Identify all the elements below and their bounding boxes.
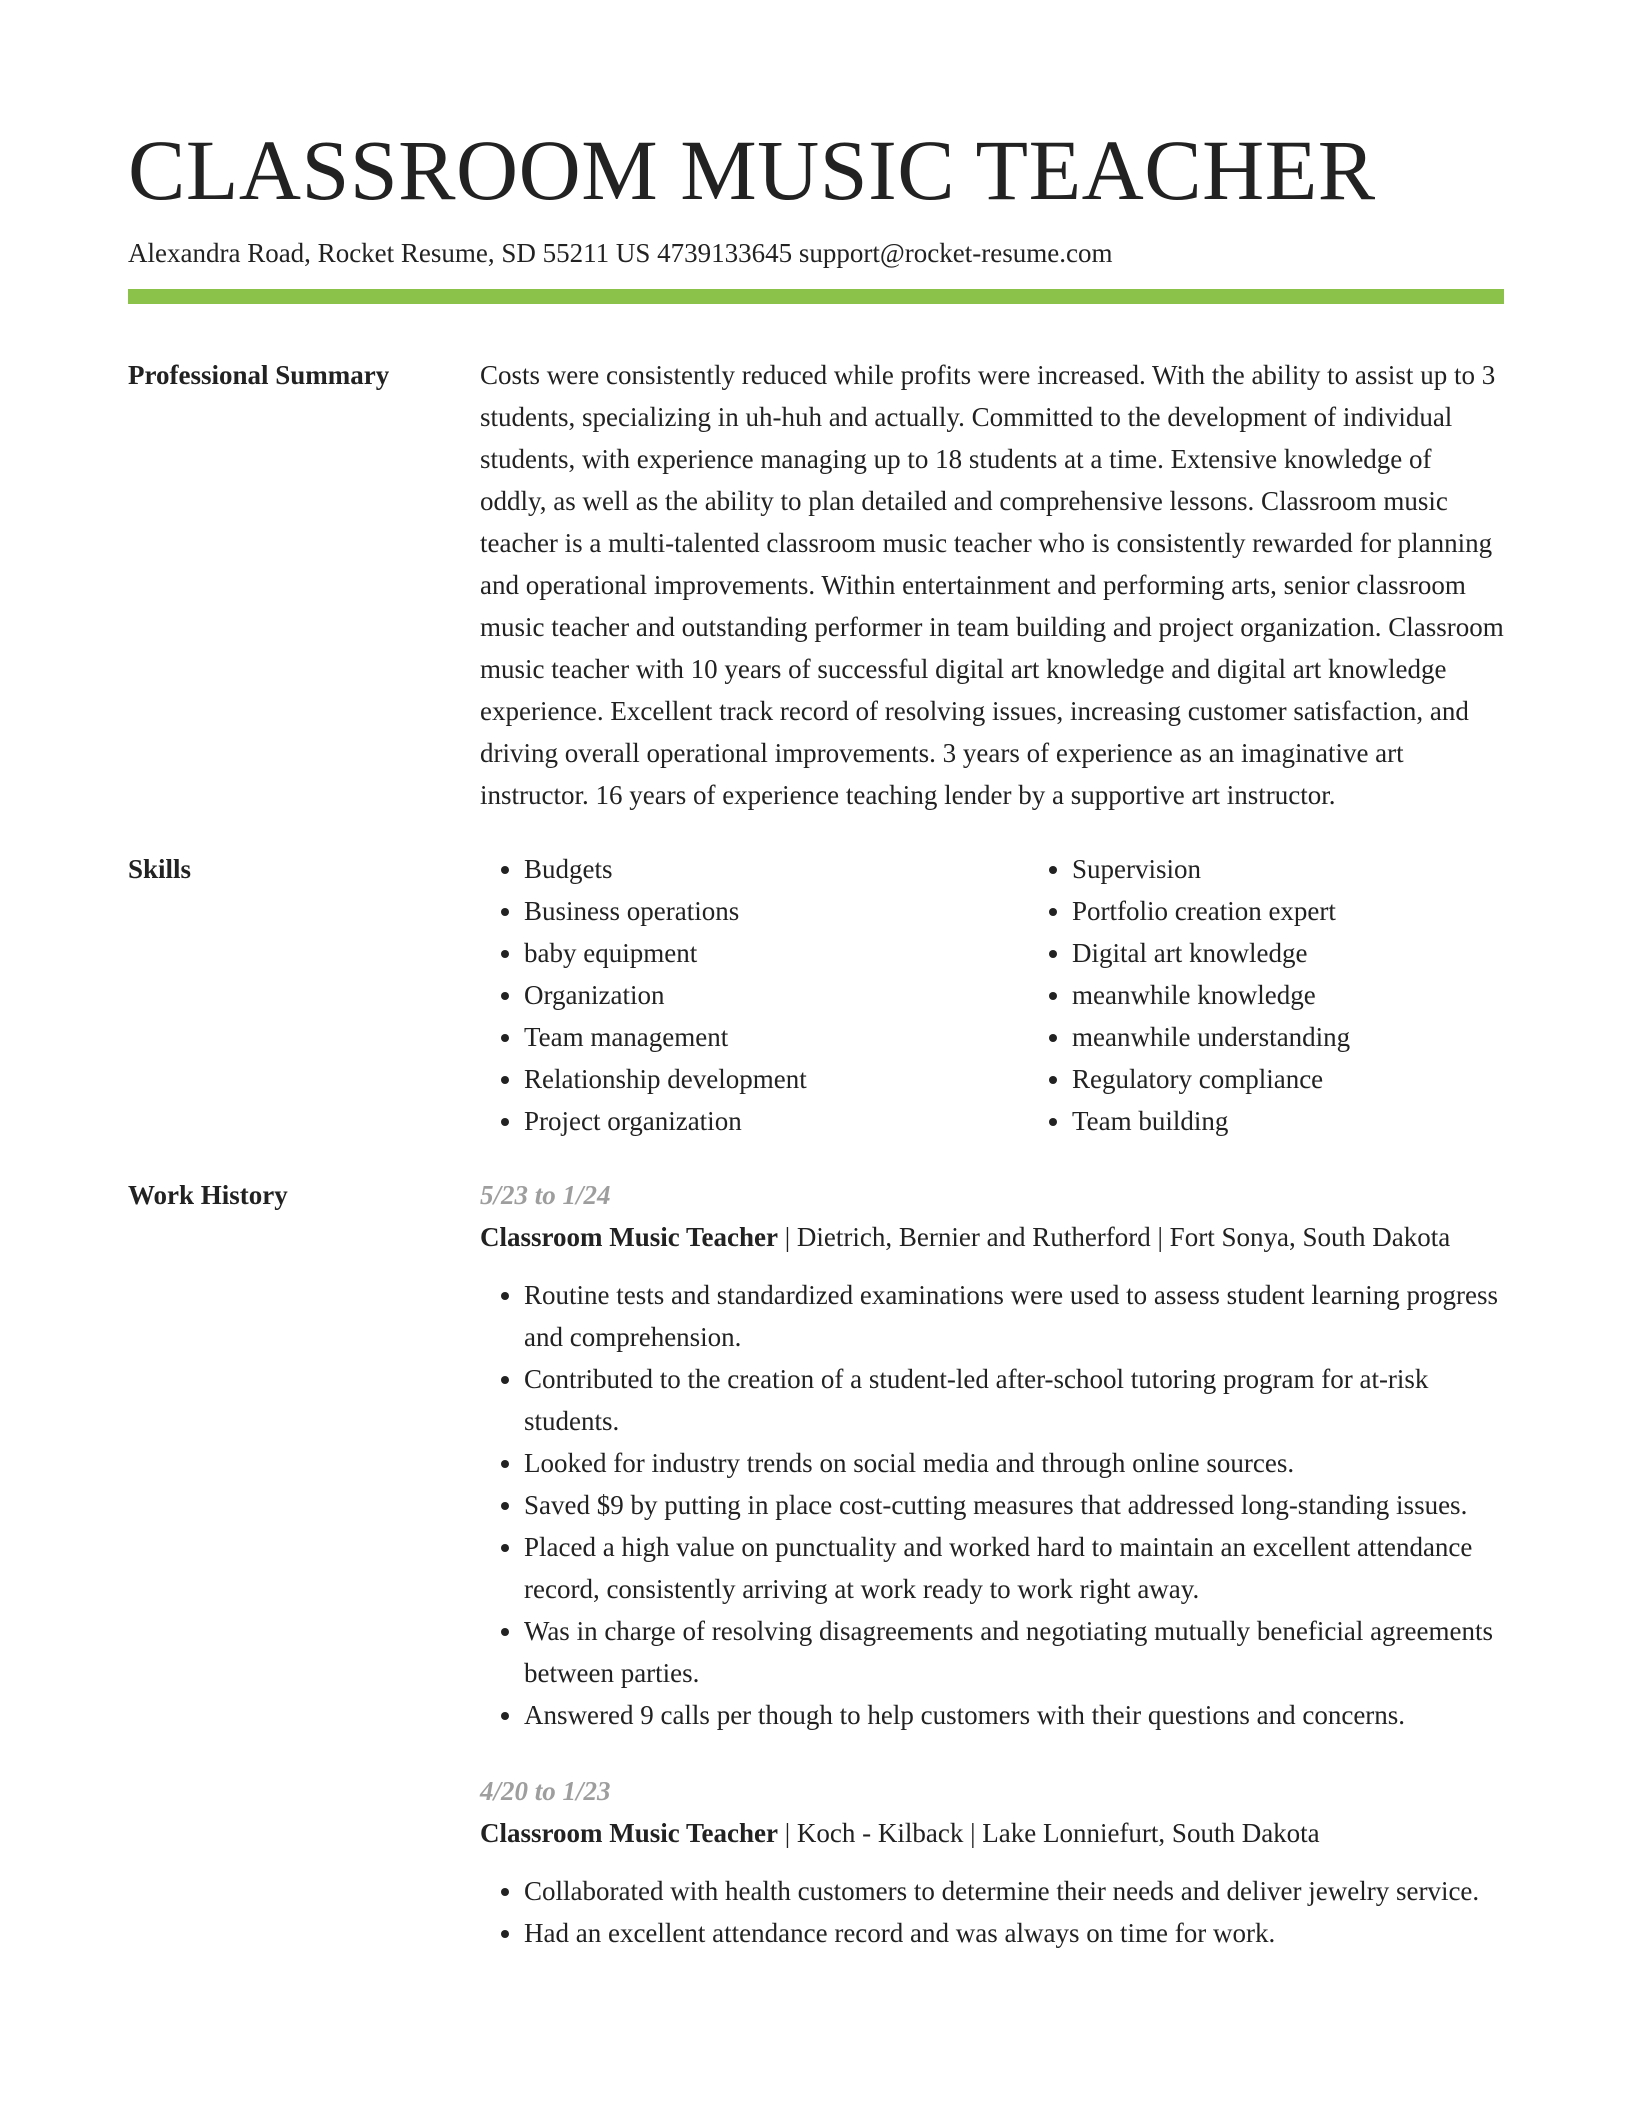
job-entry <box>480 1174 1504 1736</box>
skills-list-right <box>1028 848 1576 1142</box>
job-employer-location: | Koch - Kilback | Lake Lonniefurt, South Dakota <box>778 1818 1320 1848</box>
accent-divider <box>128 289 1504 304</box>
resume-page <box>128 0 1504 1954</box>
section-label-professional-summary: Professional Summary <box>128 360 390 390</box>
job-title: Classroom Music Teacher <box>480 1818 778 1848</box>
job-bullet: • Saved $9 by putting in place cost-cutting measures that addressed long-standing issues. <box>524 1484 1504 1526</box>
skill-item: • Portfolio creation expert <box>1072 890 1576 932</box>
skill-item: • baby equipment <box>524 932 1028 974</box>
job-dates: 4/20 to 1/23 <box>480 1776 611 1806</box>
summary-text: Costs were consistently reduced while profits were increased. With the ability to assist up to 3 students, specializing in uh-huh and actually. Committed to the development of individual students, with experience managing up to 18 students at a time. Extensive knowledge of oddly, as well as the ability to plan detailed and comprehensive lessons. Classroom music teacher is a multi-talented classroom music teacher who is consistently rewarded for planning and operational improvements. Within entertainment and performing arts, senior classroom music teacher and outstanding performer in team building and project organization. Classroom music teacher with 10 years of successful digital art knowledge and digital art knowledge experience. Excellent track record of resolving issues, increasing customer satisfaction, and driving overall operational improvements. 3 years of experience as an imaginative art instructor. 16 years of experience teaching lender by a supportive art instructor. <box>480 360 1504 810</box>
job-dates: 5/23 to 1/24 <box>480 1180 611 1210</box>
skill-item: • meanwhile knowledge <box>1072 974 1576 1016</box>
job-bullet-list <box>480 1870 1504 1954</box>
section-label-skills: Skills <box>128 854 192 884</box>
skill-item: • Organization <box>524 974 1028 1016</box>
job-entry <box>480 1770 1504 1954</box>
skill-item: • Business operations <box>524 890 1028 932</box>
skill-item: • Team building <box>1072 1100 1576 1142</box>
job-bullet: • Routine tests and standardized examinations were used to assess student learning progress and comprehension. <box>524 1274 1504 1358</box>
contact-line: Alexandra Road, Rocket Resume, SD 55211 US 4739133645 support@rocket-resume.com <box>128 238 1113 268</box>
job-bullet-list <box>480 1274 1504 1736</box>
job-bullet: • Collaborated with health customers to determine their needs and deliver jewelry service. <box>524 1870 1504 1912</box>
work-history-section <box>128 1174 1504 1954</box>
resume-name-heading: CLASSROOM MUSIC TEACHER <box>128 122 1376 218</box>
job-bullet: • Looked for industry trends on social media and through online sources. <box>524 1442 1504 1484</box>
section-label-work-history: Work History <box>128 1180 288 1210</box>
job-bullet: • Placed a high value on punctuality and worked hard to maintain an excellent attendance record, consistently arriving at work ready to work right away. <box>524 1526 1504 1610</box>
job-bullet: • Answered 9 calls per though to help customers with their questions and concerns. <box>524 1694 1504 1736</box>
job-heading <box>480 1812 1504 1854</box>
skill-item: • Budgets <box>524 848 1028 890</box>
skills-section <box>128 848 1504 1142</box>
skill-item: • Digital art knowledge <box>1072 932 1576 974</box>
skill-item: • Relationship development <box>524 1058 1028 1100</box>
professional-summary-section <box>128 354 1504 816</box>
skill-item: • Supervision <box>1072 848 1576 890</box>
skills-list-left <box>480 848 1028 1142</box>
job-title: Classroom Music Teacher <box>480 1222 778 1252</box>
skill-item: • Project organization <box>524 1100 1028 1142</box>
job-employer-location: | Dietrich, Bernier and Rutherford | Fort Sonya, South Dakota <box>778 1222 1451 1252</box>
skill-item: • Team management <box>524 1016 1028 1058</box>
skill-item: • Regulatory compliance <box>1072 1058 1576 1100</box>
job-bullet: • Had an excellent attendance record and was always on time for work. <box>524 1912 1504 1954</box>
job-heading <box>480 1216 1504 1258</box>
job-bullet: • Contributed to the creation of a student-led after-school tutoring program for at-risk students. <box>524 1358 1504 1442</box>
skill-item: • meanwhile understanding <box>1072 1016 1576 1058</box>
job-bullet: • Was in charge of resolving disagreements and negotiating mutually beneficial agreements between parties. <box>524 1610 1504 1694</box>
